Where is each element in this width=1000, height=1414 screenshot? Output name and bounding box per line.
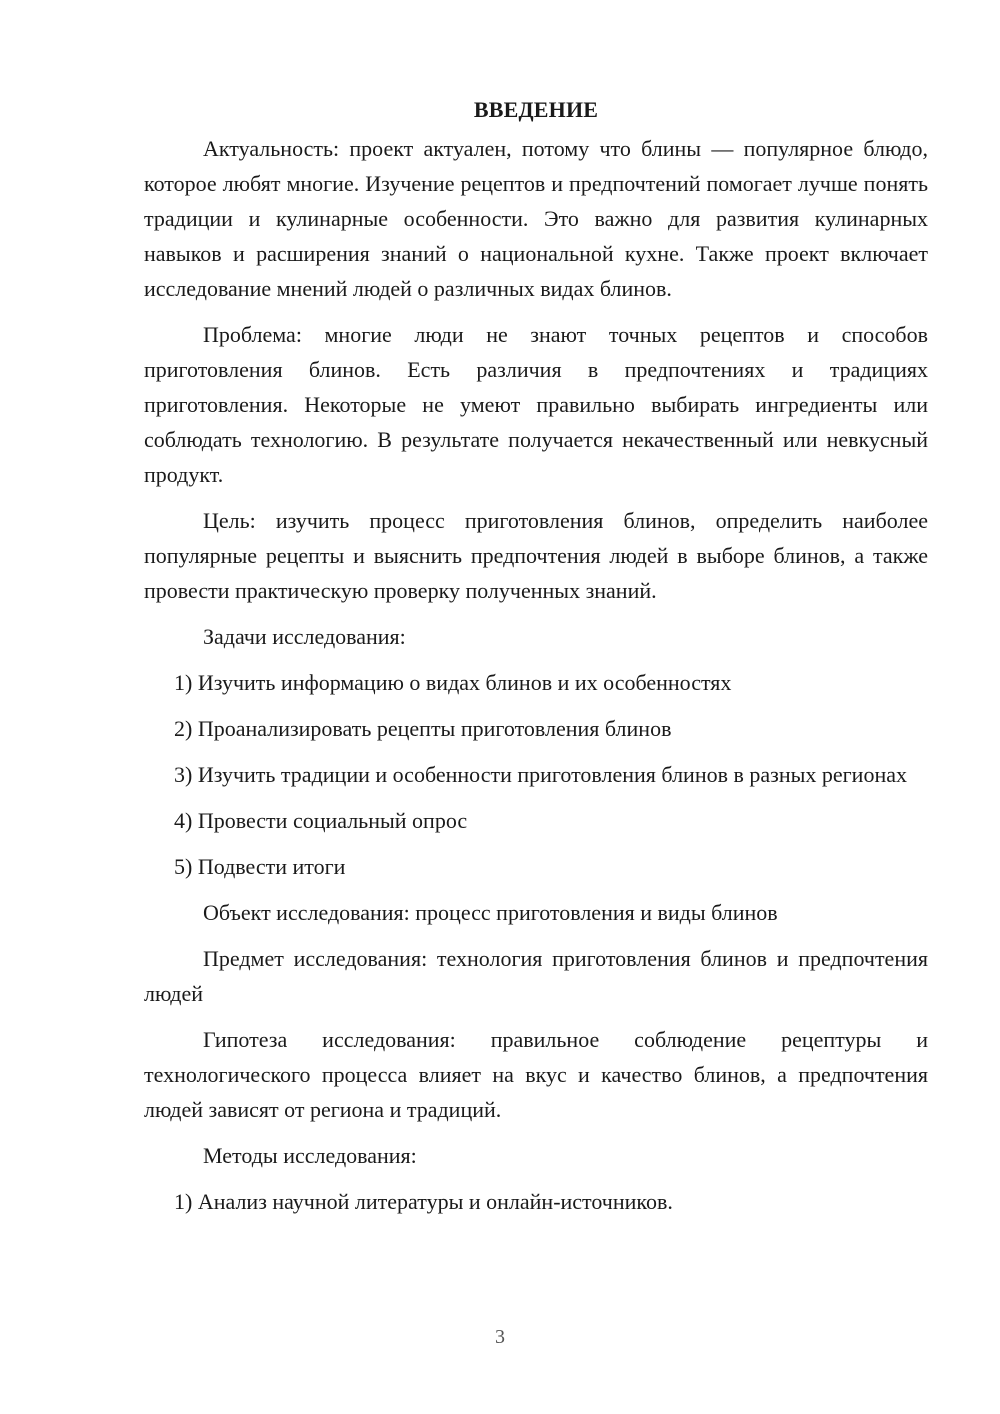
page-title: ВВЕДЕНИЕ: [473, 97, 599, 122]
tasks-heading: Задачи исследования:: [203, 624, 406, 649]
task-item-5: 5) Подвести итоги: [174, 854, 346, 879]
methods-heading: Методы исследования:: [203, 1143, 417, 1168]
page-number: 3: [495, 1326, 505, 1348]
task-item-3: 3) Изучить традиции и особенности приготовления блинов в разных регионах: [174, 762, 907, 787]
hypothesis-paragraph: Гипотеза исследования: правильное соблюдение рецептуры и технологического процесса влияет на вкус и качество блинов, а предпочтения людей зависят от региона и традиций.: [144, 1027, 928, 1122]
object-paragraph: Объект исследования: процесс приготовления и виды блинов: [203, 900, 778, 925]
task-item-2: 2) Проанализировать рецепты приготовления блинов: [174, 716, 672, 741]
method-item-1: 1) Анализ научной литературы и онлайн-источников.: [174, 1189, 673, 1214]
task-item-1: 1) Изучить информацию о видах блинов и их особенностях: [174, 670, 732, 695]
goal-paragraph: Цель: изучить процесс приготовления блинов, определить наиболее популярные рецепты и выяснить предпочтения людей в выборе блинов, а также провести практическую проверку полученных знаний.: [144, 508, 928, 603]
document-page: [144, 92, 928, 1230]
subject-paragraph: Предмет исследования: технология приготовления блинов и предпочтения людей: [144, 946, 928, 1006]
problem-paragraph: Проблема: многие люди не знают точных рецептов и способов приготовления блинов. Есть различия в предпочтениях и традициях приготовления. Некоторые не умеют правильно выбирать ингредиенты или соблюдать технологию. В результате получается некачественный или невкусный продукт.: [144, 322, 928, 487]
task-item-4: 4) Провести социальный опрос: [174, 808, 468, 833]
relevance-paragraph: Актуальность: проект актуален, потому что блины — популярное блюдо, которое любят многие. Изучение рецептов и предпочтений помогает лучше понять традиции и кулинарные особенности. Это важно для развития кулинарных навыков и расширения знаний о национальной кухне. Также проект включает исследование мнений людей о различных видах блинов.: [144, 136, 928, 301]
